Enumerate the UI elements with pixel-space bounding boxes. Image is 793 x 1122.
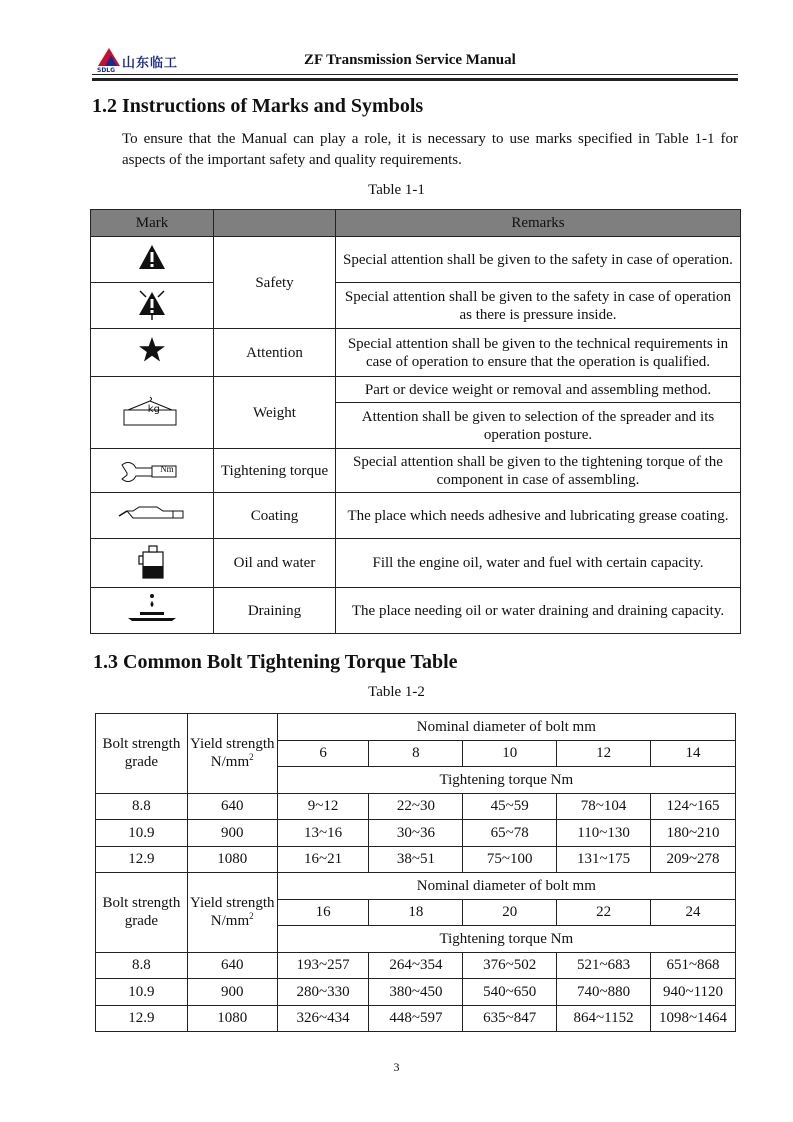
logo-mark-icon [96,46,122,68]
diameter-cell: 6 [277,740,369,767]
yield-cell: 640 [187,793,277,820]
table-row [91,377,741,403]
remark-weight-2: Attention shall be given to selection of the spreader and its operation posture. [336,403,741,449]
header-rule-thin [92,74,738,75]
remark-torque: Special attention shall be given to the tightening torque of the component in case of assembling. [336,449,741,493]
remark-draining: The place needing oil or water draining and draining capacity. [336,588,741,634]
diameter-cell: 12 [557,740,651,767]
diameter-cell: 8 [369,740,463,767]
remark-weight-1: Part or device weight or removal and assembling method. [336,377,741,403]
wrench-icon-label: Nm [160,463,174,474]
torque-cell: 740~880 [557,979,651,1006]
nominal-row [96,714,736,741]
header-blank [214,210,336,237]
torque-cell: 280~330 [277,979,369,1006]
table-row [91,539,741,588]
table-row [96,979,736,1006]
mark-name-torque: Tightening torque [214,449,336,493]
torque-cell: 45~59 [463,793,557,820]
mark-name-draining: Draining [214,588,336,634]
torque-header: Tightening torque Nm [277,926,735,953]
section-1-2-intro: To ensure that the Manual can play a role, it is necessary to use marks specified in Table 1-1 for aspects of the important safety and quality requirements. [122,131,738,168]
torque-cell: 940~1120 [651,979,736,1006]
torque-cell: 521~683 [557,952,651,979]
remark-oil: Fill the engine oil, water and fuel with certain capacity. [336,539,741,588]
torque-cell: 78~104 [557,793,651,820]
table-header-row [91,210,741,237]
torque-cell: 131~175 [557,846,651,873]
yield-unit: N/mm [210,913,250,930]
grease-gun-icon [91,493,214,539]
drain-icon [91,588,214,634]
grade-cell: 10.9 [96,979,188,1006]
torque-cell: 180~210 [651,820,736,847]
yield-cell: 1080 [187,1005,277,1032]
wrench-icon [91,449,214,493]
warning-icon [91,237,214,283]
yield-cell: 1080 [187,846,277,873]
torque-cell: 38~51 [369,846,463,873]
logo-sub: SDLG [97,67,116,74]
torque-cell: 22~30 [369,793,463,820]
torque-cell: 9~12 [277,793,369,820]
yield-unit: N/mm [210,754,250,771]
torque-cell: 448~597 [369,1005,463,1032]
torque-cell: 124~165 [651,793,736,820]
remark-safety-2: Special attention shall be given to the safety in case of operation as there is pressure inside. [336,283,741,329]
torque-cell: 16~21 [277,846,369,873]
torque-block-1 [96,714,736,873]
star-icon [91,329,214,377]
section-1-2-title: 1.2 Instructions of Marks and Symbols [92,95,424,117]
bolt-grade-header: Bolt strength grade [96,873,188,953]
diameter-cell: 18 [369,899,463,926]
mark-name-weight: Weight [214,377,336,449]
torque-cell: 540~650 [463,979,557,1006]
torque-block-2 [96,873,736,1032]
torque-cell: 30~36 [369,820,463,847]
table-row [91,449,741,493]
table-1-1-caption: Table 1-1 [368,182,425,198]
grade-cell: 8.8 [96,952,188,979]
logo-text: 山东临工 [122,56,179,71]
mark-name-oil: Oil and water [214,539,336,588]
yield-unit-sup: 2 [249,911,254,922]
header-mark: Mark [91,210,214,237]
diameter-cell: 10 [463,740,557,767]
torque-cell: 209~278 [651,846,736,873]
table-row [91,493,741,539]
torque-cell: 193~257 [277,952,369,979]
torque-cell: 380~450 [369,979,463,1006]
remark-safety-1: Special attention shall be given to the safety in case of operation. [336,237,741,283]
grade-cell: 12.9 [96,846,188,873]
torque-cell: 13~16 [277,820,369,847]
table-row [96,1005,736,1032]
diameter-cell: 16 [277,899,369,926]
nominal-diameter-header: Nominal diameter of bolt mm [277,873,735,900]
yield-header [187,714,277,794]
oil-can-icon [91,539,214,588]
marks-symbols-table [90,209,741,634]
torque-cell: 65~78 [463,820,557,847]
table-1-2-caption: Table 1-2 [368,684,425,700]
remark-coating: The place which needs adhesive and lubricating grease coating. [336,493,741,539]
torque-cell: 376~502 [463,952,557,979]
grade-cell: 10.9 [96,820,188,847]
yield-label: Yield strength [189,736,275,753]
diameter-cell: 22 [557,899,651,926]
yield-header [187,873,277,953]
mark-name-attention: Attention [214,329,336,377]
torque-cell: 326~434 [277,1005,369,1032]
yield-cell: 900 [187,820,277,847]
table-row [96,793,736,820]
table-row [91,237,741,283]
weight-icon-label: kg [147,403,160,415]
torque-cell: 110~130 [557,820,651,847]
header-rule-thick [92,78,738,81]
yield-unit-sup: 2 [249,752,254,763]
nominal-row [96,873,736,900]
sdlg-logo [94,46,204,76]
torque-cell: 864~1152 [557,1005,651,1032]
table-row [96,846,736,873]
mark-name-safety: Safety [214,237,336,329]
header-title: ZF Transmission Service Manual [304,52,516,68]
weight-icon [91,377,214,449]
torque-cell: 264~354 [369,952,463,979]
table-row [91,588,741,634]
table-row [91,283,741,329]
torque-cell: 75~100 [463,846,557,873]
page-header [92,44,738,82]
mark-name-coating: Coating [214,493,336,539]
bolt-torque-table [95,713,736,1032]
table-row [91,329,741,377]
torque-cell: 1098~1464 [651,1005,736,1032]
torque-cell: 635~847 [463,1005,557,1032]
yield-cell: 900 [187,979,277,1006]
diameter-cell: 14 [651,740,736,767]
page-number: 3 [393,1060,400,1074]
torque-header: Tightening torque Nm [277,767,735,794]
section-1-3-title: 1.3 Common Bolt Tightening Torque Table [93,651,458,673]
pressure-warning-icon [91,283,214,329]
header-remarks: Remarks [336,210,741,237]
table-row [96,952,736,979]
remark-attention: Special attention shall be given to the technical requirements in case of operation to ensure that the operation is qualified. [336,329,741,377]
yield-label: Yield strength [189,895,275,912]
nominal-diameter-header: Nominal diameter of bolt mm [277,714,735,741]
diameter-cell: 24 [651,899,736,926]
grade-cell: 8.8 [96,793,188,820]
bolt-grade-header: Bolt strength grade [96,714,188,794]
diameter-cell: 20 [463,899,557,926]
torque-cell: 651~868 [651,952,736,979]
table-row [96,820,736,847]
yield-cell: 640 [187,952,277,979]
grade-cell: 12.9 [96,1005,188,1032]
